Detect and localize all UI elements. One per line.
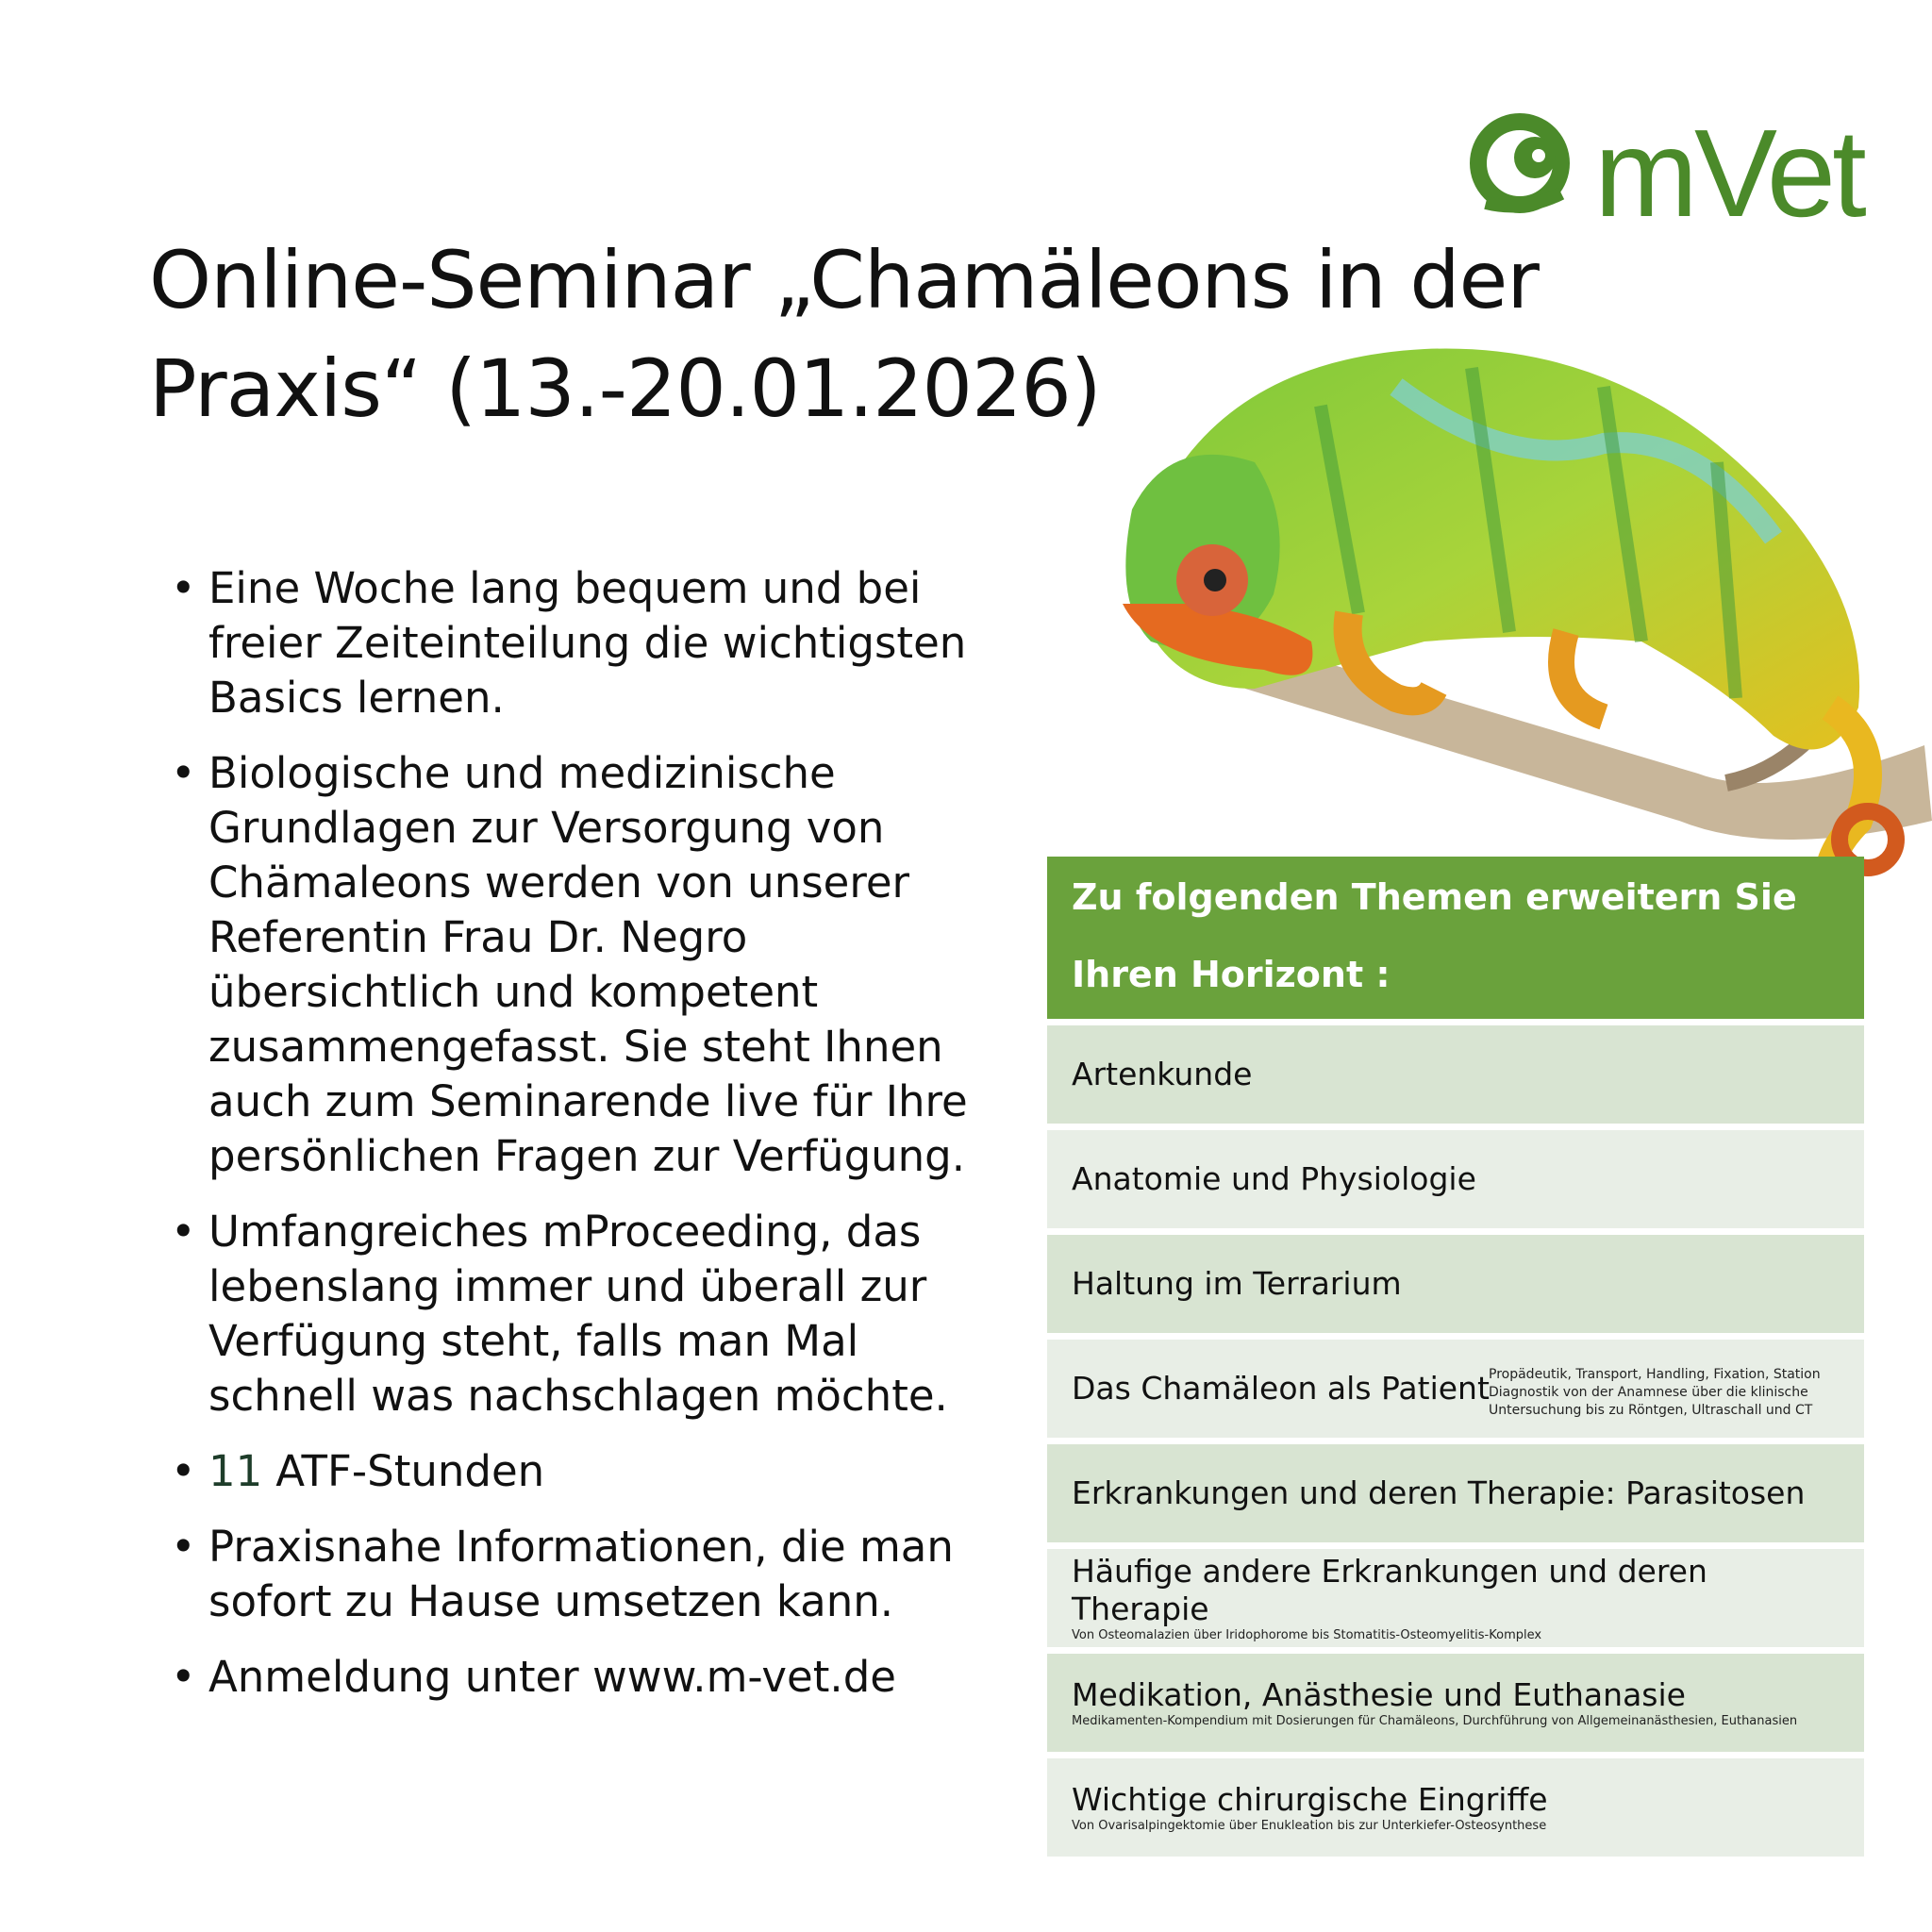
topic-title: Artenkunde (1072, 1056, 1253, 1092)
atf-number: 11 (208, 1446, 263, 1496)
list-item: • Praxisnahe Informationen, die man sofort zu Hause umsetzen kann. (165, 1520, 976, 1629)
topics-table (1047, 857, 1864, 1857)
topic-title: Erkrankungen und deren Therapie: Parasitosen (1072, 1474, 1806, 1511)
topic-title: Wichtige chirurgische Eingriffe (1072, 1781, 1548, 1818)
topic-row (1047, 1444, 1864, 1542)
topic-subtitle: Von Ovarisalpingektomie über Enukleation bis zur Unterkiefer-Osteosynthese (1072, 1819, 1547, 1833)
topic-title: Medikation, Anästhesie und Euthanasie (1072, 1676, 1686, 1713)
topic-subtitle: Von Osteomalazien über Iridophorome bis Stomatitis-Osteomyelitis-Komplex (1072, 1628, 1542, 1642)
list-item-atf (165, 1444, 976, 1499)
topic-detail: Propädeutik, Transport, Handling, Fixation, Station Diagnostik von der Anamnese über die klinische Untersuchung bis zu Röntgen, Ultraschall und CT (1489, 1367, 1821, 1418)
topic-title: Häufige andere Erkrankungen und deren Therapie (1072, 1553, 1707, 1627)
registration-item: • Anmeldung unter www.m-vet.de (165, 1650, 976, 1705)
topic-row (1047, 1758, 1864, 1857)
feature-list (165, 561, 976, 1725)
atf-label: ATF-Stunden (275, 1446, 545, 1496)
topics-header: Zu folgenden Themen erweitern Sie Ihren Horizont : (1047, 857, 1864, 1019)
topic-subtitle: Medikamenten-Kompendium mit Dosierungen für Chamäleons, Durchführung von Allgemeinanästhesien, Euthanasien (1072, 1714, 1798, 1728)
topic-title: Anatomie und Physiologie (1072, 1160, 1476, 1197)
topic-title: Das Chamäleon als Patient (1072, 1370, 1490, 1407)
topic-row (1047, 1025, 1864, 1124)
brand-name: mVet (1594, 104, 1863, 242)
list-item: • Biologische und medizinische Grundlagen zur Versorgung von Chämaleons werden von unserer Referentin Frau Dr. Negro übersichtlich und kompetent zusammengefasst. Sie steht Ihnen auch zum Seminarende live für Ihre persönlichen Fragen zur Verfügung. (165, 746, 976, 1184)
chameleon-image (1113, 330, 1932, 896)
list-item: • Umfangreiches mProceeding, das lebenslang immer und überall zur Verfügung steht, falls man Mal schnell was nachschlagen möchte. (165, 1205, 976, 1424)
topic-row (1047, 1654, 1864, 1752)
topic-row (1047, 1235, 1864, 1333)
topic-title: Haltung im Terrarium (1072, 1265, 1402, 1302)
topic-row (1047, 1549, 1864, 1647)
topic-row (1047, 1130, 1864, 1228)
list-item: • Eine Woche lang bequem und bei freier Zeiteinteilung die wichtigsten Basics lernen. (165, 561, 976, 725)
page-title: Online-Seminar „Chamäleons in der Praxis“ (13.-20.01.2026) (149, 234, 1539, 435)
topic-row (1047, 1340, 1864, 1438)
